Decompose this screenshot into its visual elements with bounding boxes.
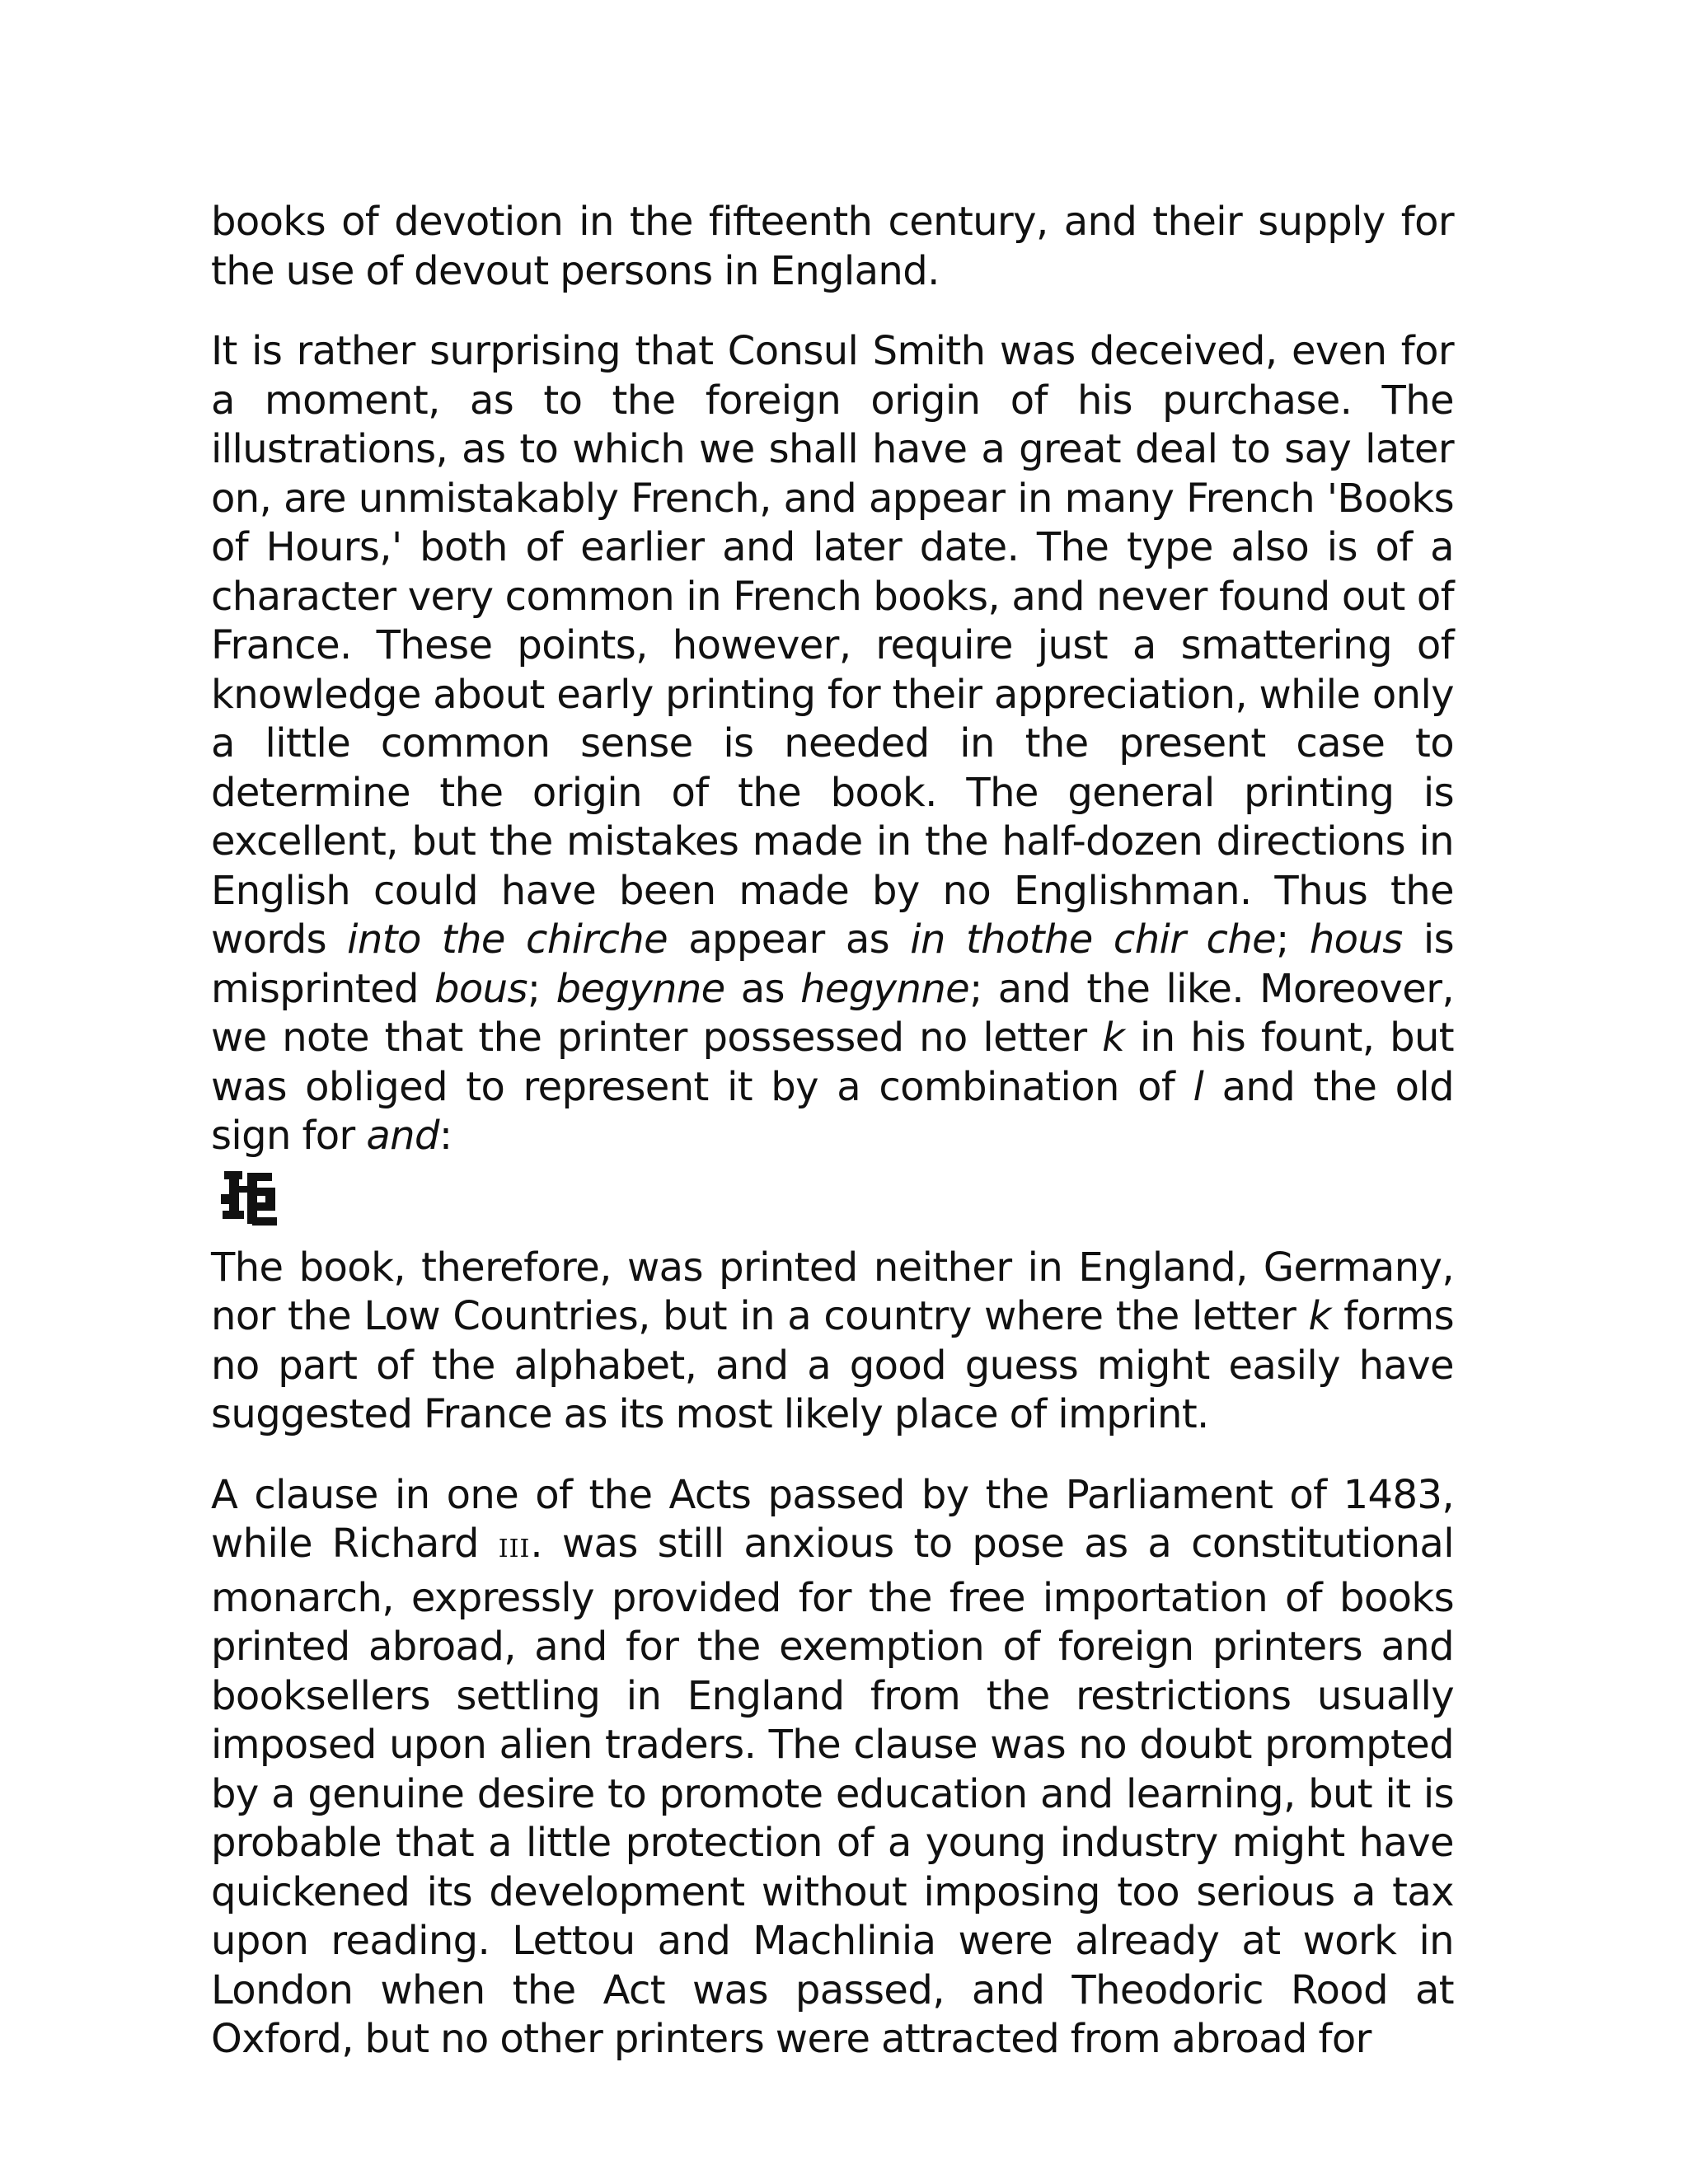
paragraph-4: [211, 1471, 1454, 2064]
italic-run: k: [1308, 1293, 1331, 1339]
text-run: ;: [1276, 916, 1310, 963]
paragraph-1: [211, 198, 1454, 296]
text-run: It is rather surprising that Consul Smith was deceived, even for a moment, as to the foreign origin of his purchase. The illustrations, as to which we shall have a great deal to say later on, are unmistakably French, and appear in many French 'Books of Hours,' both of earlier and later date. The type also is of a character very common in French books, and never found out of France. These points, however, require just a smattering of knowledge about early printing for their appreciation, while only a little common sense is needed in the present case to determine the origin of the book. The general printing is excellent, but the mistakes made in the half-dozen directions in English could have been made by no Englishman. Thus the words: [211, 328, 1454, 963]
page-body: [211, 198, 1454, 2096]
text-run: . was still anxious to pose as a constitutional monarch, expressly provided for the free importation of books printed abroad, and for the exemption of foreign printers and booksellers settling in England from the restrictions usually imposed upon alien traders. The clause was no doubt prompted by a genuine desire to promote education and learning, but it is probable that a little protection of a young industry might have quickened its development without imposing too serious a tax upon reading. Lettou and Machlinia were already at work in London when the Act was passed, and Theodoric Rood at Oxford, but no other printers were attracted from abroad for: [211, 1521, 1454, 2062]
paragraph-2: [211, 327, 1454, 1161]
italic-run: hegynne: [800, 965, 970, 1012]
text-run: :: [438, 1113, 452, 1159]
italic-run: k: [1102, 1015, 1125, 1061]
italic-run: begynne: [556, 965, 725, 1012]
text-run: forms no part of the alphabet, and a good guess might easily have suggested France as its most likely place of imprint.: [211, 1293, 1454, 1437]
text-run: is misprinted: [211, 916, 1454, 1012]
text-run: as: [724, 965, 801, 1012]
paragraph-1-text: books of devotion in the fifteenth century, and their supply for the use of devout persons in England.: [211, 199, 1454, 294]
text-run: ;: [527, 965, 556, 1012]
italic-run: in thothe chir che: [910, 916, 1277, 963]
text-run: appear as: [668, 916, 911, 963]
text-run: and the old sign for: [211, 1063, 1454, 1159]
italic-run: l: [1193, 1063, 1204, 1110]
l-and-ligature-icon: [218, 1166, 284, 1232]
text-run: ; and the like. Moreover, we note that the printer possessed no letter: [211, 965, 1454, 1061]
italic-run: into the chirche: [347, 916, 668, 963]
italic-run: bous: [434, 965, 528, 1012]
text-run: The book, therefore, was printed neither in England, Germany, nor the Low Countries, but in a country where the letter: [211, 1244, 1454, 1339]
italic-run: and: [366, 1113, 439, 1159]
italic-run: hous: [1309, 916, 1403, 963]
text-run: A clause in one of the Acts passed by the Parliament of 1483, while Richard: [211, 1471, 1454, 1567]
text-run: in his fount, but was obliged to represent it by a combination of: [211, 1015, 1454, 1110]
paragraph-3: [211, 1244, 1454, 1440]
small-caps-roman-numeral: III: [498, 1535, 531, 1563]
